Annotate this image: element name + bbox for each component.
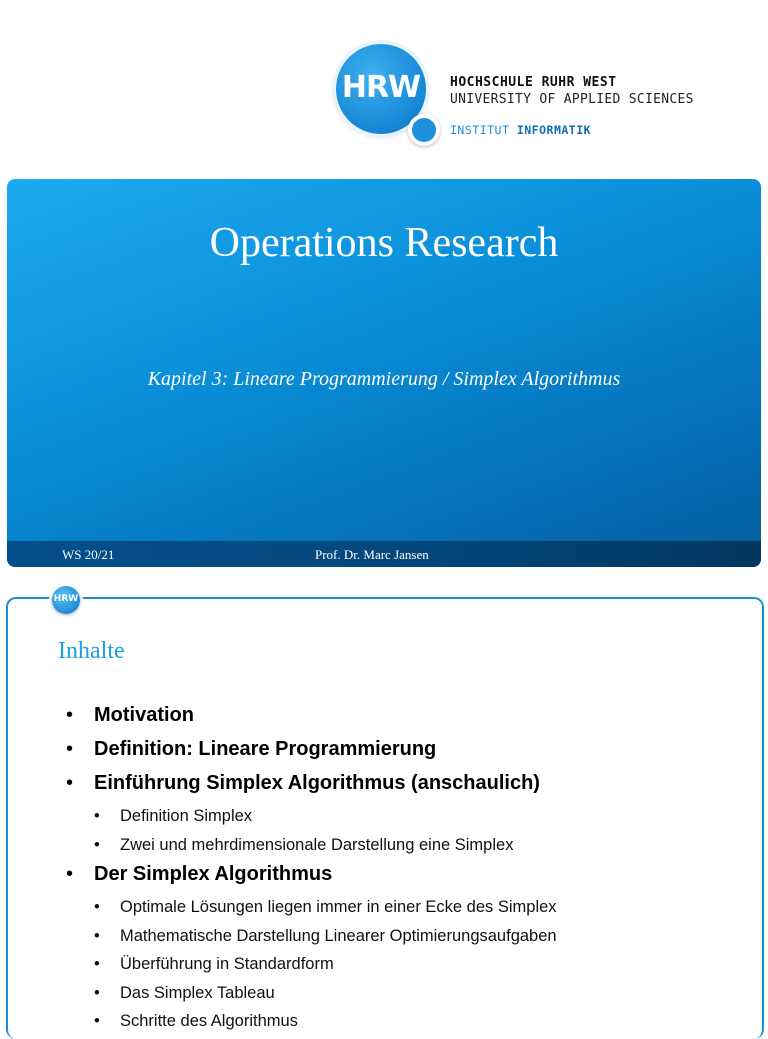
sub-list-item: • Zwei und mehrdimensionale Darstellung eine Simplex — [66, 831, 557, 860]
university-logo — [332, 40, 768, 150]
badge-text: HRW — [53, 594, 79, 604]
slide-subtitle: Kapitel 3: Lineare Programmierung / Simplex Algorithmus — [147, 368, 621, 390]
slide-footer-bar — [7, 541, 761, 567]
table-of-contents — [66, 700, 557, 1036]
sub-list-item: • Mathematische Darstellung Linearer Optimierungsaufgaben — [66, 922, 557, 951]
list-item: • Motivation — [66, 700, 557, 734]
title-slide — [7, 179, 761, 567]
slide-title: Operations Research — [209, 220, 559, 266]
university-subtitle: UNIVERSITY OF APPLIED SCIENCES — [450, 92, 694, 107]
institute-label — [450, 123, 591, 137]
semester-label: WS 20/21 — [62, 547, 115, 562]
sub-list-item: • Überführung in Standardform — [66, 950, 557, 979]
sub-list-item: • Optimale Lösungen liegen immer in einer Ecke des Simplex — [66, 893, 557, 922]
university-name: HOCHSCHULE RUHR WEST — [450, 75, 617, 90]
author-label: Prof. Dr. Marc Jansen — [315, 547, 429, 562]
logo-dot-icon — [408, 114, 440, 146]
list-item: • Einführung Simplex Algorithmus (anschaulich) — [66, 768, 557, 802]
list-item: • Der Simplex Algorithmus — [66, 859, 557, 893]
sub-list-item: • Definition Simplex — [66, 802, 557, 831]
sub-list-item: • Das Simplex Tableau — [66, 979, 557, 1008]
sub-list-item: • Schritte des Algorithmus — [66, 1007, 557, 1036]
section-title: Inhalte — [58, 638, 125, 664]
institute-prefix: INSTITUT — [450, 123, 510, 137]
logo-text: HRW — [341, 70, 421, 105]
hrw-badge-icon — [49, 583, 83, 617]
list-item: • Definition: Lineare Programmierung — [66, 734, 557, 768]
institute-name: INFORMATIK — [516, 123, 592, 137]
